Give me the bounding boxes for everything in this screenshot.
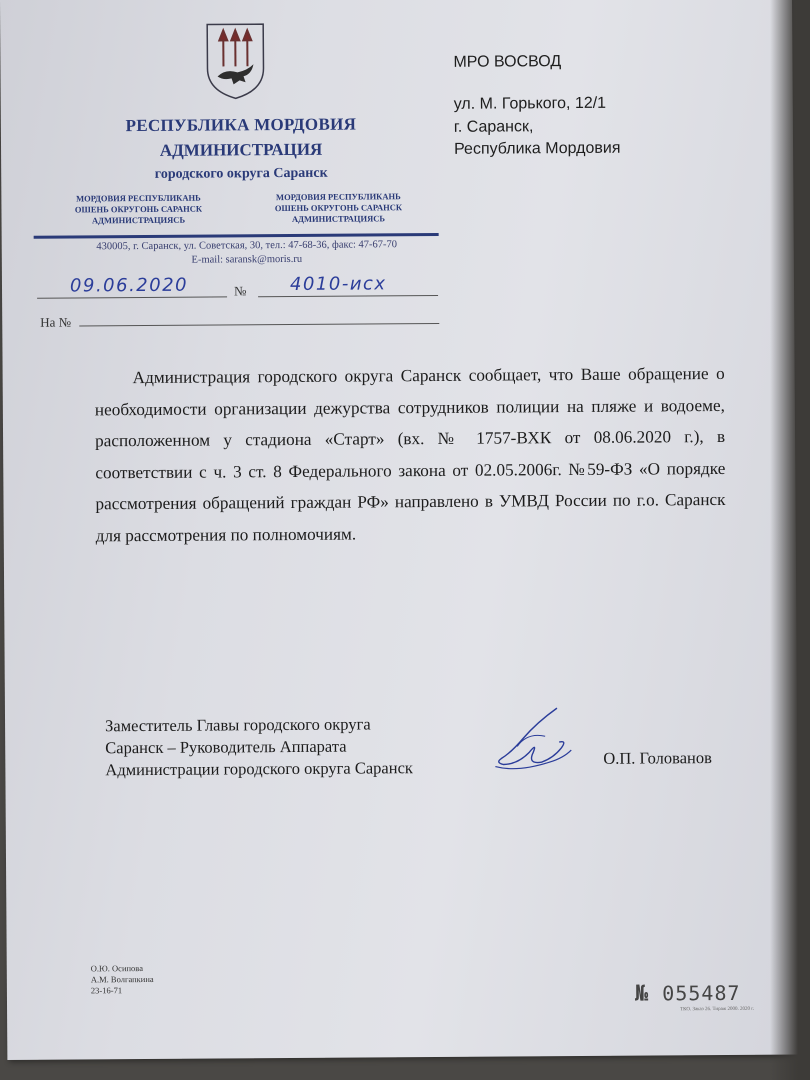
header-republic: РЕСПУБЛИКА МОРДОВИЯ — [125, 114, 357, 136]
recipient-region: Республика Мордовия — [453, 139, 621, 158]
reference-field-line — [79, 323, 439, 327]
number-label: № — [233, 283, 247, 299]
print-imprint: ТКО. Заказ 26. Тираж 2000. 2020 г. — [680, 1006, 755, 1013]
reference-label: На № — [40, 314, 72, 330]
header-district: городского округа Саранск — [154, 165, 328, 182]
signatory-name: О.П. Голованов — [603, 748, 712, 768]
header-address: 430005, г. Саранск, ул. Советская, 30, тел.: 47-68-36, факс: 47-67-70 E-mail: saransk@moris.ru — [96, 239, 398, 266]
header-mordvin-right: МОРДОВИЯ РЕСПУБЛИКАНЬ ОШЕНЬ ОКРУГОНЬ САРАНСК АДМИНИСТРАЦИЯСЬ — [274, 191, 403, 224]
date-field-line — [37, 296, 227, 298]
form-serial-number: № 055487 — [634, 980, 741, 1007]
handwritten-signature-icon — [487, 702, 578, 783]
executors-block: О.Ю. Осипова А.М. Волгапкина 23-16-71 — [90, 963, 154, 996]
letter-body: Администрация городского округа Саранск сообщает, что Ваше обращение о необходимости организации дежурства сотрудников полиции на пляже и водоеме, расположенном у стадиона «Старт» (вх. № 1757-ВХК от 08.06.2020 г.), в соответствии с ч. 3 ст. 8 Федерального закона от 02.05.2006г. №59-ФЗ «О порядке рассмотрения обращений граждан РФ» направлено в УМВД России по г.о. Саранск для рассмотрения по полномочиям. — [94, 363, 726, 545]
recipient-street: ул. М. Горького, 12/1 — [453, 94, 607, 113]
header-administration: АДМИНИСТРАЦИЯ — [159, 139, 323, 160]
recipient-name: МРО ВОСВОД — [453, 53, 562, 71]
letter-date: 09.06.2020 — [69, 274, 189, 297]
number-field-line — [258, 295, 438, 297]
signatory-position: Заместитель Главы городского округа Саранск – Руководитель Аппарата Администрации городского округа Саранск — [105, 714, 413, 780]
background-edge — [770, 0, 810, 1080]
letter-number: 4010-исх — [289, 273, 387, 295]
header-mordvin-left: МОРДОВИЯ РЕСПУБЛИКАНЬ ОШЕНЬ ОКРУГОНЬ САРАНСК АДМИНИСТРАЦИЯСЬ — [74, 192, 203, 226]
coat-of-arms-icon — [203, 20, 268, 100]
recipient-city: г. Саранск, — [453, 118, 534, 136]
